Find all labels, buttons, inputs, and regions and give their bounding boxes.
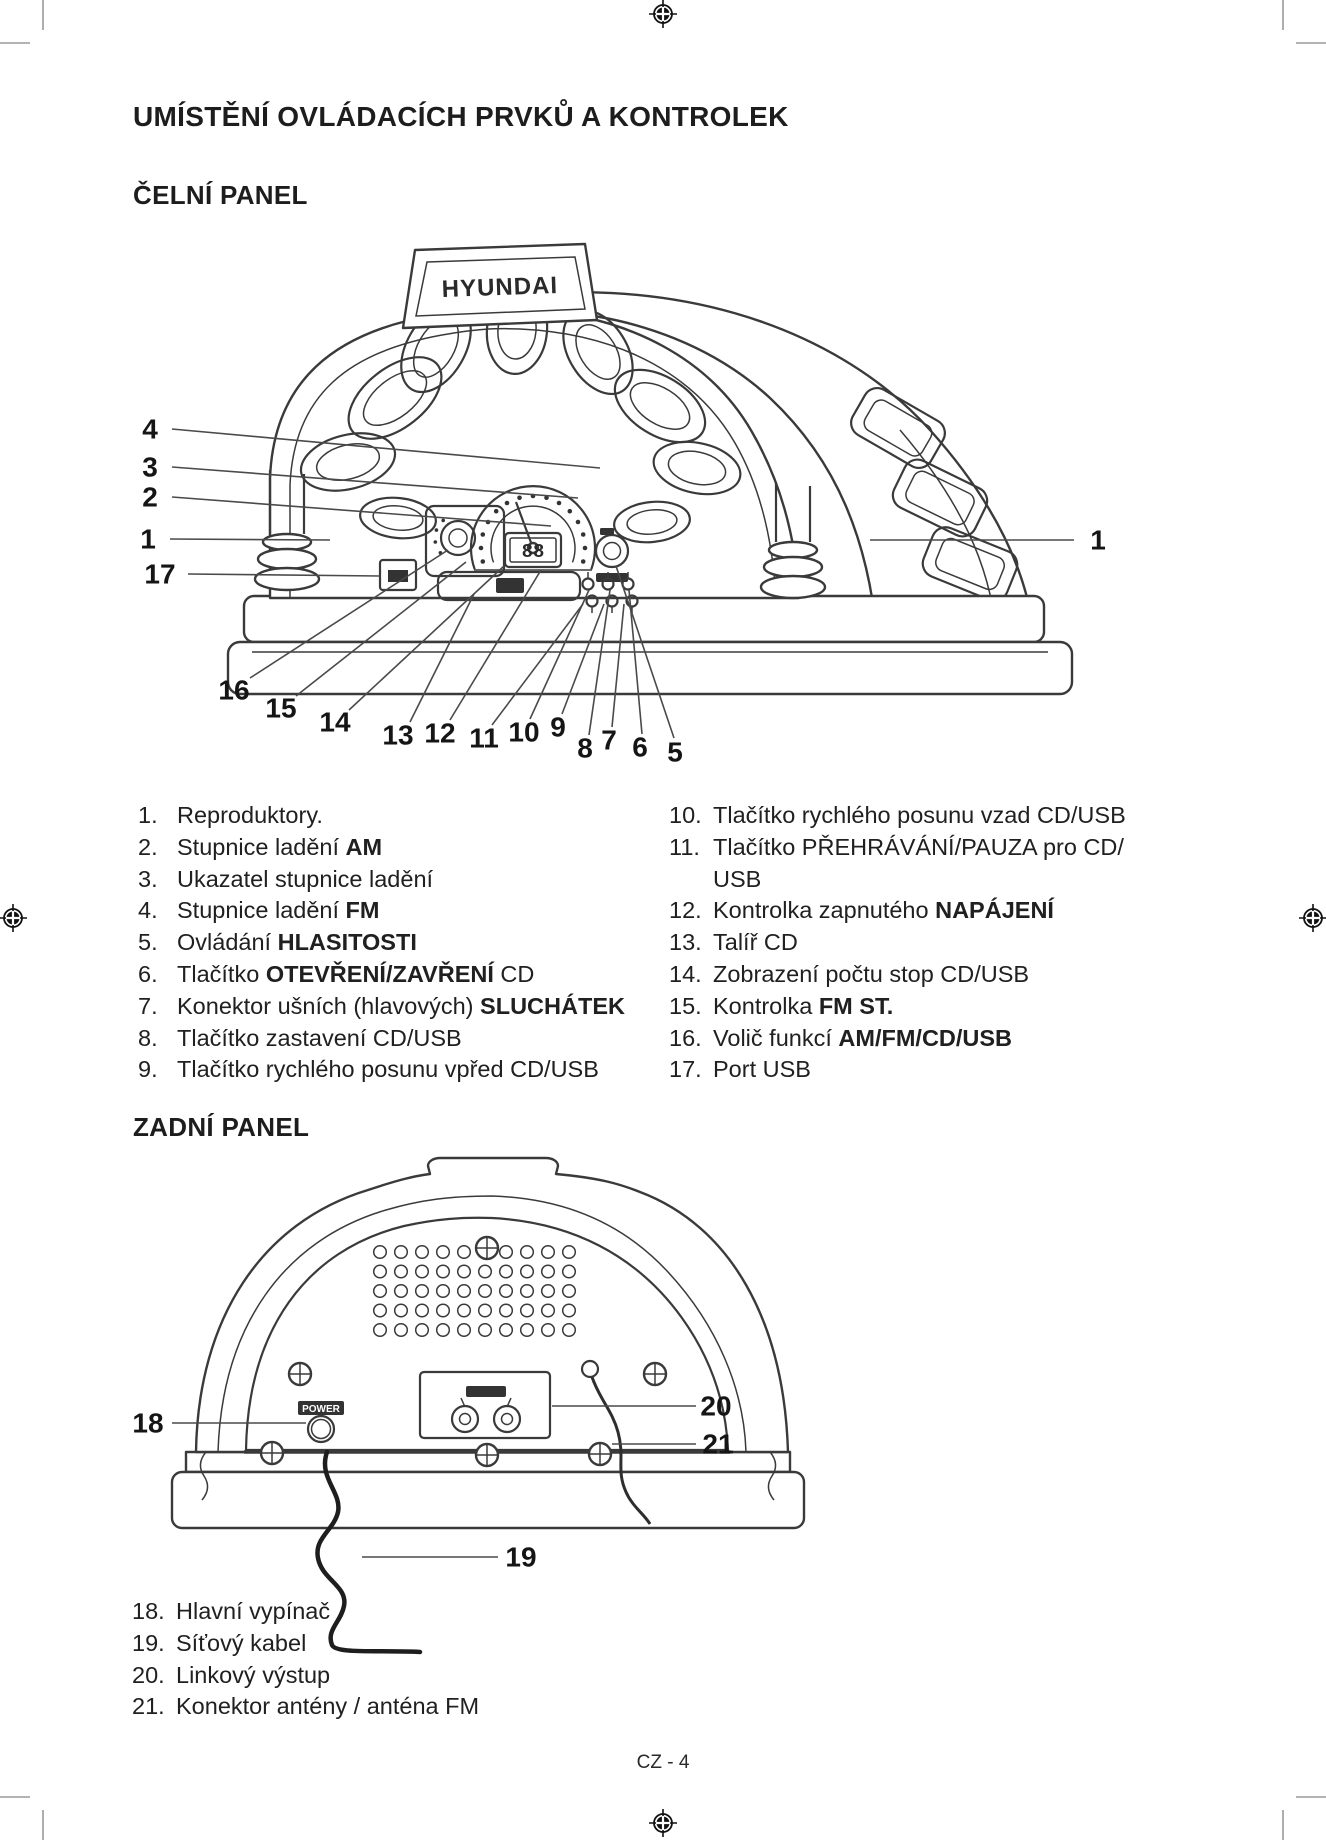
screw-icon	[644, 1363, 666, 1385]
item-number: 1.	[138, 802, 158, 828]
callout-number: 9	[550, 711, 566, 743]
item-text: Kontrolka FM ST.	[713, 992, 894, 1019]
item-text: Stupnice ladění AM	[177, 833, 383, 860]
page-number: CZ - 4	[636, 1752, 690, 1773]
item-text: Konektor ušních (hlavových) SLUCHÁTEK	[177, 992, 625, 1019]
item-text: Tlačítko rychlého posunu vpřed CD/USB	[177, 1056, 599, 1083]
list-item	[132, 1660, 692, 1692]
item-text: Reproduktory.	[177, 802, 323, 828]
callout-19	[362, 1542, 537, 1573]
callout-number: 2	[142, 481, 158, 513]
item-text: Konektor antény / anténa FM	[176, 1693, 480, 1720]
callout-number: 13	[382, 719, 414, 751]
callout-number: 8	[577, 732, 593, 764]
rear-dome	[196, 1158, 788, 1452]
rear-parts-list	[132, 1596, 692, 1723]
brand-badge	[403, 244, 597, 328]
item-text: Stupnice ladění FM	[177, 897, 380, 924]
item-text: Ovládání HLASITOSTI	[177, 929, 417, 956]
callout-number: 15	[265, 692, 297, 724]
item-text: Kontrolka zapnutého NAPÁJENÍ	[713, 897, 1054, 924]
list-item	[138, 864, 663, 896]
front-panel-heading: ČELNÍ PANEL	[133, 180, 308, 210]
screw-icon	[476, 1237, 498, 1259]
callout-number: 1	[1090, 524, 1106, 556]
callout-number: 11	[469, 722, 499, 754]
front-parts-list-right	[669, 800, 1179, 1086]
screw-icon	[589, 1443, 611, 1465]
callout-number: 5	[667, 736, 683, 768]
list-item	[669, 1023, 1179, 1055]
screw-icon	[476, 1444, 498, 1466]
callout-number: 16	[218, 674, 250, 706]
item-number: 20.	[132, 1661, 165, 1688]
power-switch-label: POWER	[302, 1404, 340, 1415]
registration-mark-left	[0, 904, 27, 932]
screw-icon	[289, 1363, 311, 1385]
item-text: Síťový kabel	[176, 1629, 307, 1656]
list-item	[138, 800, 663, 832]
item-number: 11.	[669, 833, 700, 860]
list-item	[669, 832, 1179, 896]
item-number: 3.	[138, 865, 158, 892]
item-text: Tlačítko PŘEHRÁVÁNÍ/PAUZA pro CD/ USB	[713, 833, 1124, 892]
item-text: Linkový výstup	[176, 1661, 331, 1688]
list-item	[138, 959, 663, 991]
item-number: 18.	[132, 1598, 165, 1624]
item-text: Tlačítko zastavení CD/USB	[177, 1024, 462, 1051]
list-item	[669, 927, 1179, 959]
item-text: Volič funkcí AM/FM/CD/USB	[713, 1024, 1013, 1051]
list-item	[138, 895, 663, 927]
callout-number: 7	[601, 724, 617, 756]
item-number: 6.	[138, 960, 158, 987]
callout-number: 6	[632, 731, 648, 763]
rear-panel-figure	[90, 1150, 810, 1670]
callout-number: 18	[132, 1407, 164, 1439]
callout-number: 19	[505, 1541, 537, 1573]
track-display-digits: 88	[521, 541, 545, 563]
registration-mark-right	[1299, 904, 1326, 932]
list-item	[132, 1628, 692, 1660]
list-item	[138, 991, 663, 1023]
front-panel-figure	[90, 230, 1150, 775]
callout-number: 17	[144, 558, 176, 590]
list-item	[138, 927, 663, 959]
list-item	[138, 1023, 663, 1055]
item-number: 4.	[138, 897, 158, 924]
screw-icon	[261, 1442, 283, 1464]
item-text: Tlačítko OTEVŘENÍ/ZAVŘENÍ CD	[177, 960, 535, 987]
registration-mark-top	[649, 0, 677, 28]
item-text: Port USB	[713, 1056, 811, 1083]
callout-number: 14	[319, 706, 351, 738]
item-number: 10.	[669, 802, 702, 828]
brand-badge-label: HYUNDAI	[441, 271, 559, 304]
list-item	[132, 1691, 692, 1723]
item-number: 17.	[669, 1056, 702, 1083]
callout-number: 1	[140, 523, 156, 555]
registration-mark-bottom	[649, 1809, 677, 1837]
callout-number: 3	[142, 451, 158, 483]
page-title: UMÍSTĚNÍ OVLÁDACÍCH PRVKŮ A KONTROLEK	[133, 101, 789, 132]
item-number: 2.	[138, 833, 158, 860]
list-item	[138, 1054, 663, 1086]
item-number: 8.	[138, 1024, 158, 1051]
item-number: 9.	[138, 1056, 158, 1083]
callout-number: 20	[700, 1390, 732, 1422]
list-item	[669, 800, 1179, 832]
item-number: 14.	[669, 960, 702, 987]
item-number: 12.	[669, 897, 702, 924]
item-text: Hlavní vypínač	[176, 1598, 331, 1624]
list-item	[669, 959, 1179, 991]
item-number: 19.	[132, 1629, 165, 1656]
list-item	[138, 832, 663, 864]
callout-number: 12	[424, 717, 456, 749]
list-item	[132, 1596, 692, 1628]
item-number: 21.	[132, 1693, 165, 1720]
rear-panel-heading: ZADNÍ PANEL	[133, 1112, 310, 1142]
callout-number: 4	[142, 413, 158, 445]
item-number: 15.	[669, 992, 702, 1019]
callout-number: 10	[508, 716, 540, 748]
callout-leader-line	[170, 539, 330, 540]
list-item	[669, 991, 1179, 1023]
item-number: 13.	[669, 929, 702, 956]
item-text: Zobrazení počtu stop CD/USB	[713, 960, 1030, 987]
front-parts-list-left	[138, 800, 663, 1086]
list-item	[669, 895, 1179, 927]
list-item	[669, 1054, 1179, 1086]
callout-number: 21	[702, 1428, 734, 1460]
item-number: 16.	[669, 1024, 702, 1051]
item-number: 7.	[138, 992, 158, 1019]
item-number: 5.	[138, 929, 158, 956]
item-text: Talíř CD	[713, 929, 798, 956]
item-text: Tlačítko rychlého posunu vzad CD/USB	[713, 802, 1126, 828]
item-text: Ukazatel stupnice ladění	[177, 865, 434, 892]
